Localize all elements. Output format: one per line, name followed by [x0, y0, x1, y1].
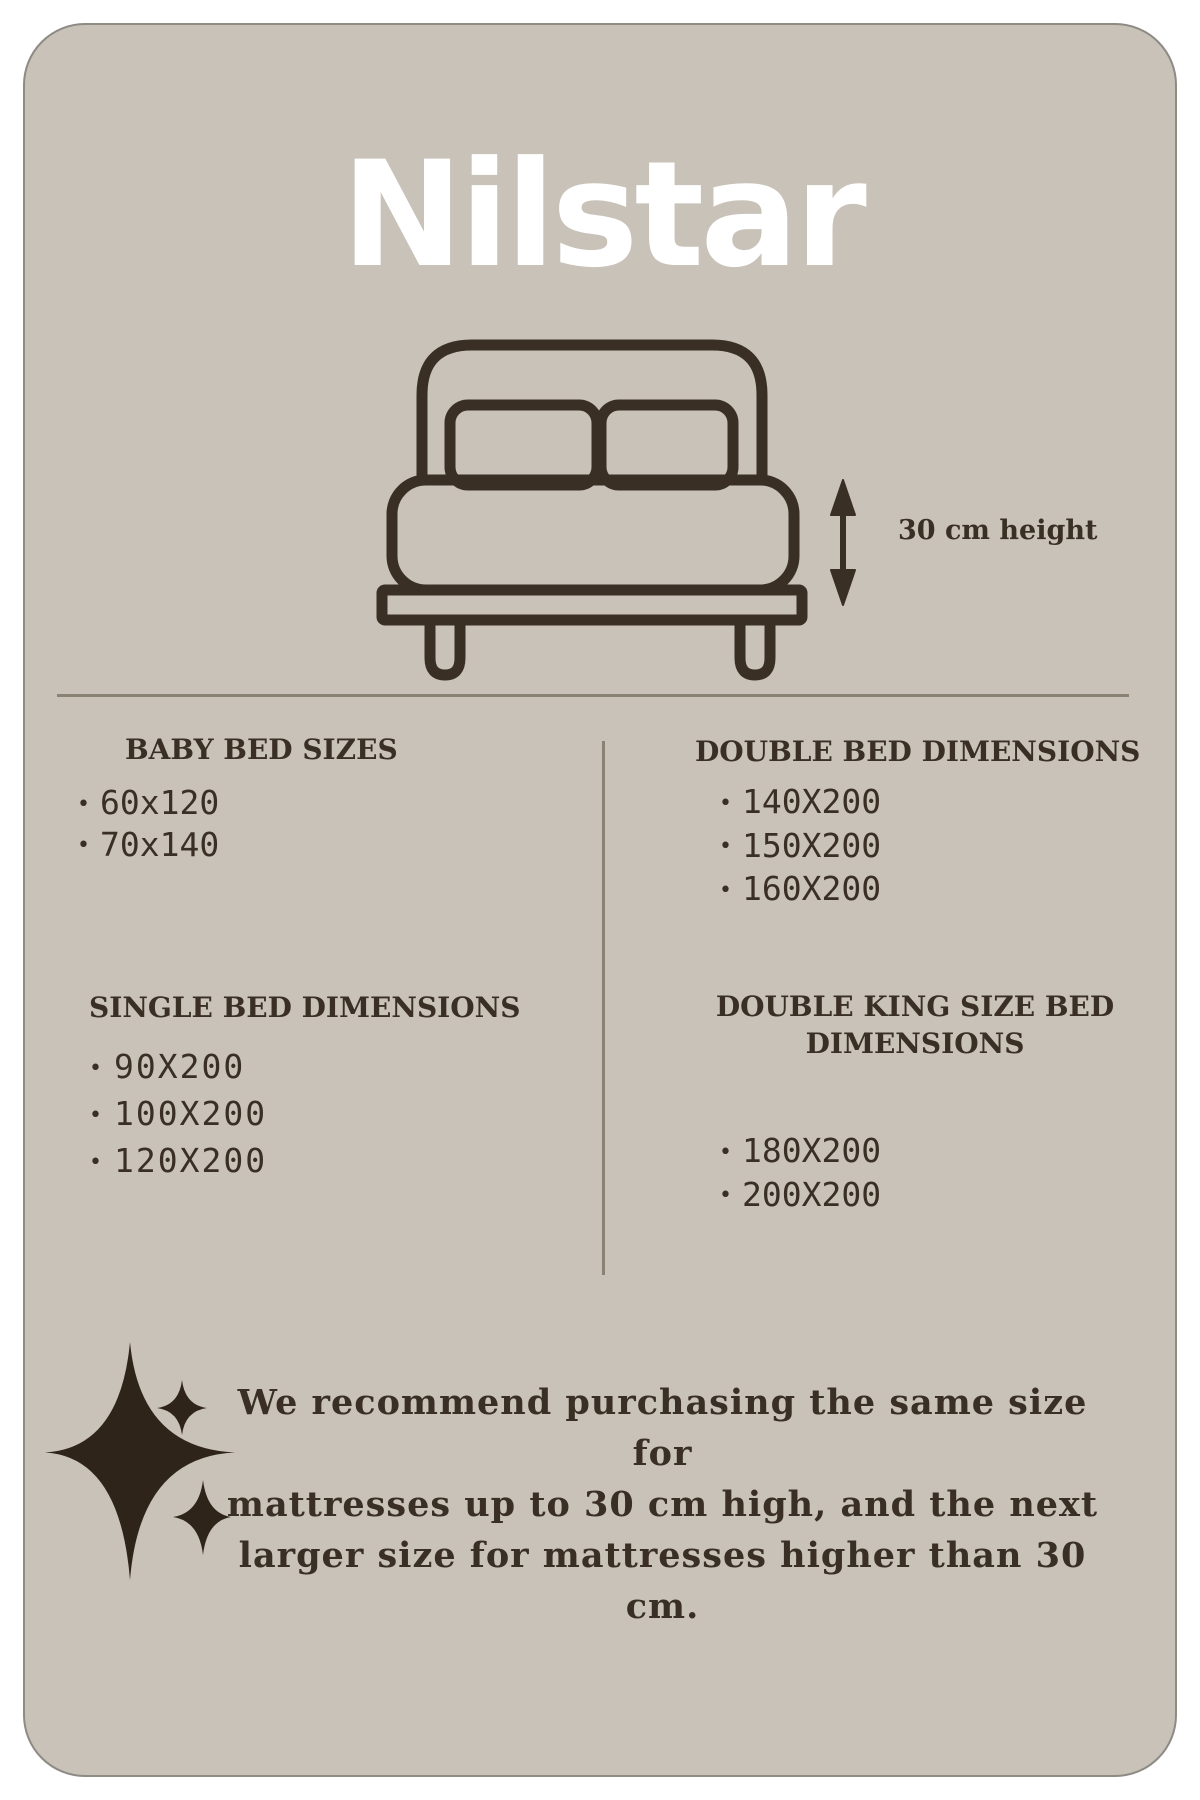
- recommendation-line-3: larger size for mattresses higher than 30 cm.: [238, 1535, 1087, 1627]
- double-bed-list: [719, 781, 881, 912]
- list-item: • 200X200: [719, 1174, 881, 1218]
- list-item: • 100X200: [89, 1091, 267, 1138]
- bullet-icon: •: [89, 1150, 104, 1175]
- list-item: • 70x140: [77, 825, 219, 867]
- list-item: • 120X200: [89, 1138, 267, 1185]
- height-arrow-icon: [831, 480, 855, 605]
- bullet-icon: •: [77, 833, 90, 858]
- single-bed-heading: SINGLE BED DIMENSIONS: [89, 991, 521, 1024]
- bullet-icon: •: [719, 834, 732, 859]
- baby-bed-heading: BABY BED SIZES: [125, 733, 398, 766]
- bullet-icon: •: [89, 1056, 104, 1081]
- king-bed-heading: [645, 988, 1177, 1062]
- baby-bed-list: [77, 783, 219, 866]
- bed-icon: [382, 345, 802, 675]
- single-bed-list: [89, 1044, 267, 1185]
- bullet-icon: •: [719, 1139, 732, 1165]
- horizontal-divider: [57, 694, 1129, 697]
- bed-illustration: [25, 25, 1177, 725]
- list-item: • 180X200: [719, 1130, 881, 1174]
- list-item: • 150X200: [719, 825, 881, 869]
- double-bed-heading: DOUBLE BED DIMENSIONS: [695, 735, 1141, 768]
- brand-logo: Nilstar: [341, 130, 863, 300]
- list-item: • 90X200: [89, 1044, 267, 1091]
- list-item: • 160X200: [719, 868, 881, 912]
- size-guide-card: [23, 23, 1177, 1777]
- bullet-icon: •: [719, 1183, 732, 1208]
- list-item: • 140X200: [719, 781, 881, 825]
- king-bed-list: [719, 1130, 881, 1217]
- king-bed-heading-line1: DOUBLE KING SIZE BED: [715, 990, 1115, 1023]
- list-item: • 60x120: [77, 783, 219, 825]
- recommendation-line-2: mattresses up to 30 cm high, and the next: [226, 1484, 1099, 1525]
- bullet-icon: •: [719, 877, 732, 903]
- height-label: 30 cm height: [898, 515, 1098, 546]
- recommendation-line-1: We recommend purchasing the same size for: [237, 1382, 1088, 1474]
- bullet-icon: •: [77, 791, 90, 817]
- king-bed-heading-line2: DIMENSIONS: [805, 1027, 1025, 1060]
- bullet-icon: •: [719, 790, 732, 816]
- bullet-icon: •: [89, 1103, 104, 1128]
- vertical-divider: [602, 741, 605, 1275]
- recommendation-text: [220, 1377, 1105, 1632]
